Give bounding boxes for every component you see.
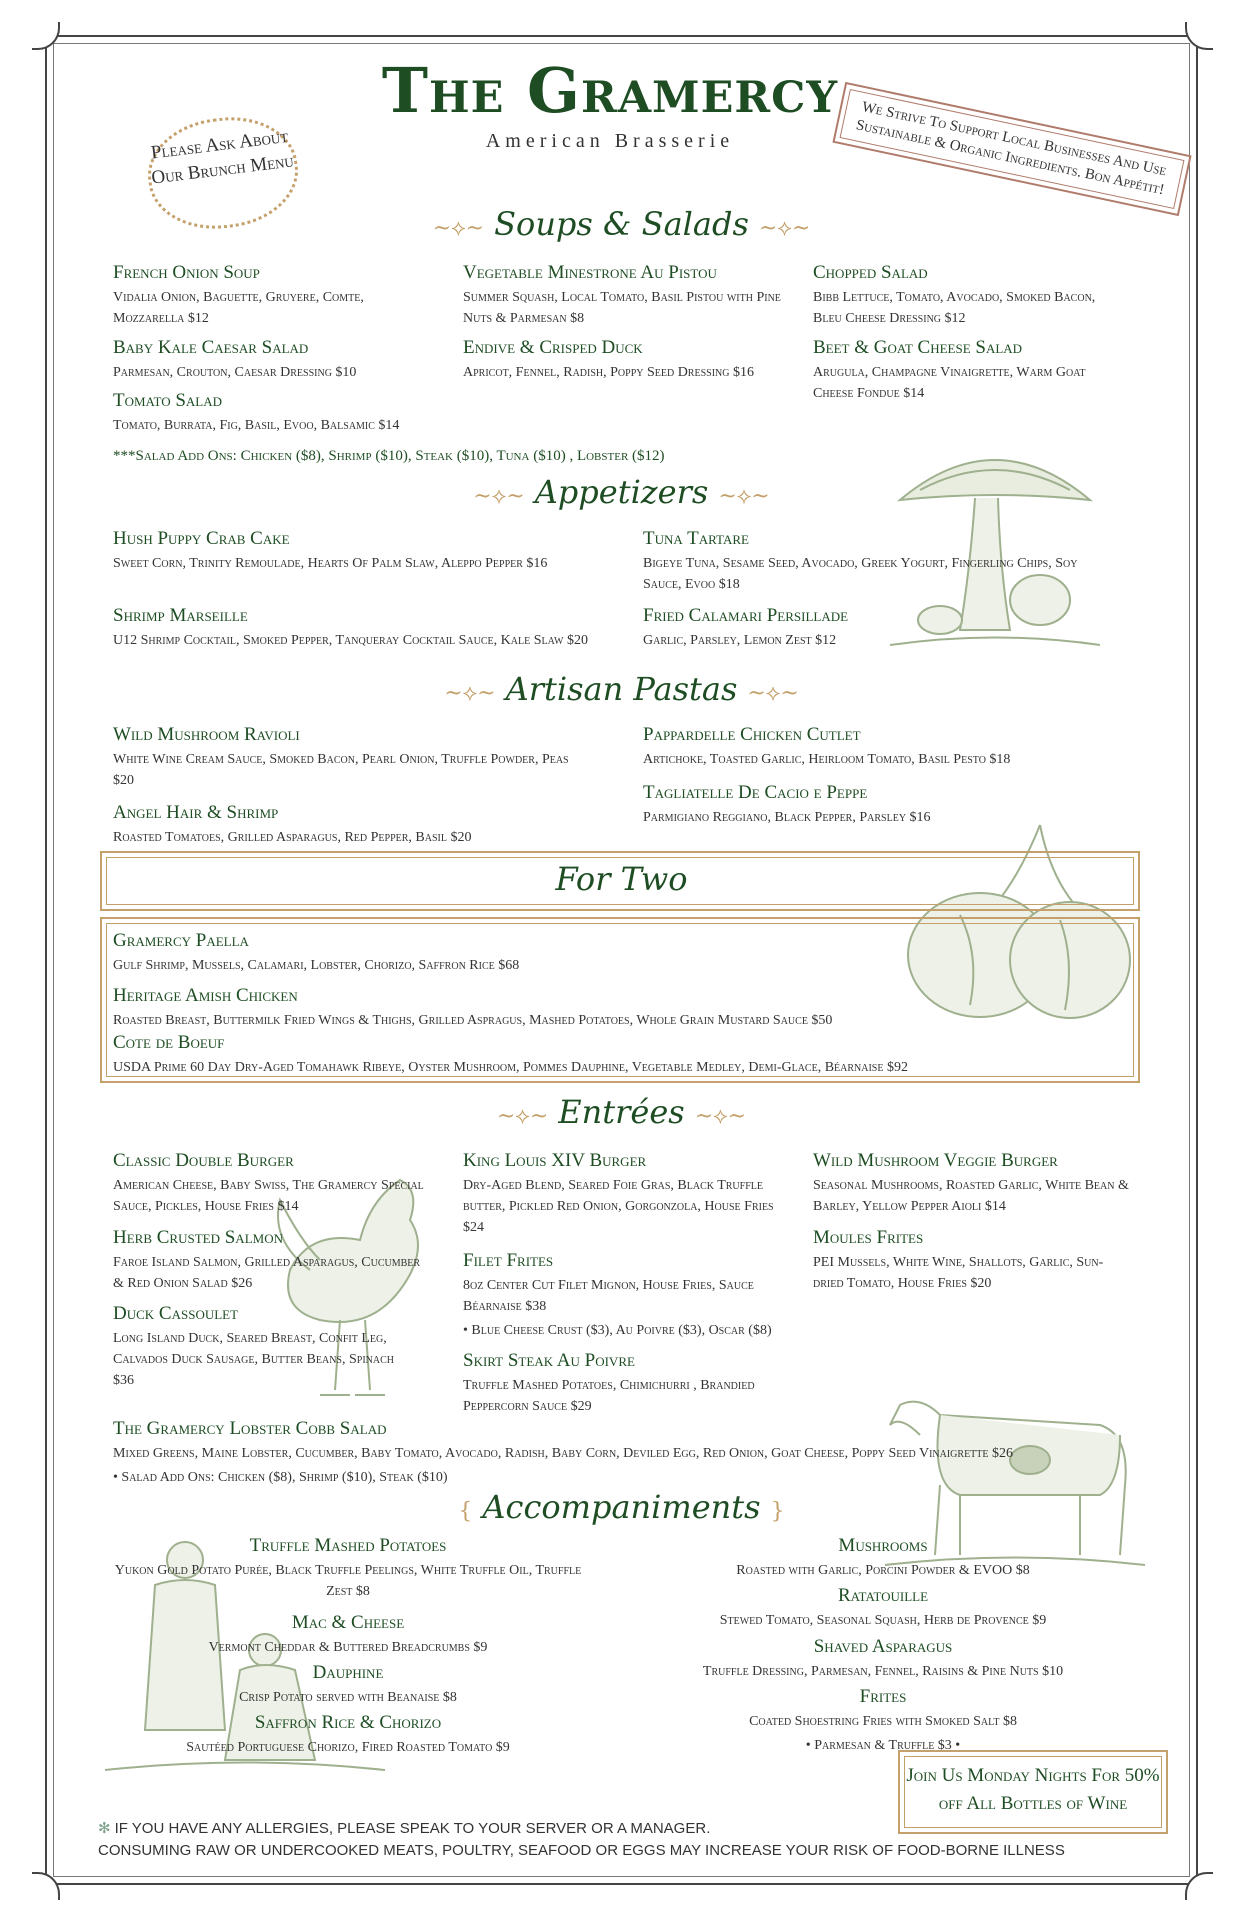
item-name: Endive & Crisped Duck [463, 337, 643, 358]
item-name: The Gramercy Lobster Cobb Salad [113, 1418, 387, 1439]
item-desc: Tomato, Burrata, Fig, Basil, Evoo, Balsamic $14 [113, 418, 400, 433]
item-addons: • Blue Cheese Crust ($3), Au Poivre ($3), Oscar ($8) [463, 1323, 772, 1338]
item-desc: Roasted Tomatoes, Grilled Asparagus, Red Pepper, Basil $20 [113, 830, 472, 845]
item-name: Hush Puppy Crab Cake [113, 528, 290, 549]
item-name: Herb Crusted Salmon [113, 1227, 283, 1248]
menu-item [643, 1585, 1123, 1631]
menu-item [643, 528, 1103, 595]
item-desc: Dry-Aged Blend, Seared Foie Gras, Black Truffle butter, Pickled Red Onion, Gorgonzola, House Fries $24 [463, 1178, 774, 1235]
menu-item [113, 1032, 1123, 1078]
section-title-appetizers [0, 473, 1243, 511]
item-desc: Roasted with Garlic, Porcini Powder & EVOO $8 [736, 1563, 1030, 1578]
item-desc: Yukon Gold Potato Purée, Black Truffle Peelings, White Truffle Oil, Truffle Zest $8 [114, 1563, 582, 1599]
menu-item [113, 1150, 433, 1217]
section-title-accompaniments [0, 1488, 1243, 1526]
flourish-icon: ~⟡~ [473, 484, 525, 509]
item-name: Fried Calamari Persillade [643, 605, 849, 626]
item-name: Truffle Mashed Potatoes [249, 1535, 447, 1556]
section-title-entrees [0, 1093, 1243, 1131]
menu-item [113, 1535, 583, 1602]
item-name: King Louis XIV Burger [463, 1150, 647, 1171]
snowflake-icon: ✻ [98, 1820, 111, 1837]
item-desc: Vidalia Onion, Baguette, Gruyere, Comte, Mozzarella $12 [113, 290, 364, 326]
item-name: Beet & Goat Cheese Salad [813, 337, 1023, 358]
menu-item [463, 1350, 783, 1417]
flourish-icon: ~⟡~ [694, 1104, 747, 1129]
item-desc: Vermont Cheddar & Buttered Breadcrumbs $9 [208, 1640, 488, 1655]
menu-item [113, 1662, 583, 1708]
brace-right-icon: } [770, 1499, 785, 1524]
item-desc: Stewed Tomato, Seasonal Squash, Herb de Provence $9 [719, 1613, 1047, 1628]
sustainability-stamp: We Strive To Support Local Businesses And Use Sustainable & Organic Ingredients. Bon Appétit! [832, 82, 1191, 216]
item-desc: Parmesan, Crouton, Caesar Dressing $10 [113, 365, 357, 380]
menu-item [813, 1150, 1143, 1217]
flourish-icon: ~⟡~ [496, 1104, 549, 1129]
item-desc: Sweet Corn, Trinity Remoulade, Hearts Of Palm Slaw, Aleppo Pepper $16 [113, 556, 548, 571]
item-name: Pappardelle Chicken Cutlet [643, 724, 861, 745]
menu-item [643, 782, 1103, 828]
menu-item [813, 1227, 1113, 1294]
menu-item [643, 724, 1103, 770]
item-desc: 8oz Center Cut Filet Mignon, House Fries, Sauce Béarnaise $38 [463, 1278, 754, 1314]
allergy-notice: IF YOU HAVE ANY ALLERGIES, PLEASE SPEAK TO YOUR SERVER OR A MANAGER. [114, 1820, 711, 1837]
item-desc: Gulf Shrimp, Mussels, Calamari, Lobster, Chorizo, Saffron Rice $68 [113, 958, 520, 973]
item-name: Wild Mushroom Veggie Burger [813, 1150, 1058, 1171]
flourish-icon: ~⟡~ [718, 484, 770, 509]
item-addons: • Parmesan & Truffle $3 • [805, 1738, 961, 1753]
item-desc: American Cheese, Baby Swiss, The Gramercy Special Sauce, Pickles, House Fries $14 [113, 1178, 424, 1214]
item-addons: • Salad Add Ons: Chicken ($8), Shrimp ($10), Steak ($10) [113, 1470, 448, 1485]
wine-promo: Join Us Monday Nights For 50% off All Bottles of Wine [898, 1750, 1168, 1834]
salad-addons-note: ***Salad Add Ons: Chicken ($8), Shrimp ($10), Steak ($10), Tuna ($10) , Lobster ($12) [113, 448, 665, 464]
item-name: Tagliatelle De Cacio e Peppe [643, 782, 868, 803]
item-name: Frites [859, 1686, 907, 1707]
item-desc: U12 Shrimp Cocktail, Smoked Pepper, Tanqueray Cocktail Sauce, Kale Slaw $20 [113, 633, 588, 648]
menu-item [463, 262, 793, 329]
menu-item [463, 1150, 783, 1238]
section-title-pastas [0, 670, 1243, 708]
menu-item [113, 724, 593, 791]
item-desc: PEI Mussels, White Wine, Shallots, Garlic, Sun-dried Tomato, House Fries $20 [813, 1255, 1104, 1291]
menu-item [113, 802, 593, 848]
item-desc: Summer Squash, Local Tomato, Basil Pistou with Pine Nuts & Parmesan $8 [463, 290, 781, 326]
item-desc: Bigeye Tuna, Sesame Seed, Avocado, Greek Yogurt, Fingerling Chips, Soy Sauce, Evoo $18 [643, 556, 1078, 592]
item-name: Heritage Amish Chicken [113, 985, 298, 1006]
menu-item [113, 262, 433, 329]
item-name: Shaved Asparagus [813, 1636, 953, 1657]
item-desc: White Wine Cream Sauce, Smoked Bacon, Pearl Onion, Truffle Powder, Peas $20 [113, 752, 569, 788]
item-name: Mushrooms [838, 1535, 928, 1556]
menu-item [643, 1686, 1123, 1756]
item-name: Duck Cassoulet [113, 1303, 239, 1324]
restaurant-name: The Gramercy [381, 54, 839, 127]
item-desc: Garlic, Parsley, Lemon Zest $12 [643, 633, 837, 648]
menu-item [113, 985, 1123, 1031]
section-title-text: Artisan Pastas [505, 670, 738, 708]
flourish-icon: ~⟡~ [444, 681, 496, 706]
item-name: Shrimp Marseille [113, 605, 248, 626]
item-name: Tuna Tartare [643, 528, 749, 549]
menu-item [113, 1303, 413, 1391]
section-title-text: Appetizers [534, 473, 709, 511]
item-name: Baby Kale Caesar Salad [113, 337, 309, 358]
item-desc: Sautéed Portuguese Chorizo, Fired Roasted Tomato $9 [186, 1740, 510, 1755]
menu-item [113, 1227, 433, 1294]
footer-notice [98, 1818, 1065, 1862]
item-desc: Faroe Island Salmon, Grilled Asparagus, Cucumber & Red Onion Salad $26 [113, 1255, 421, 1291]
item-desc: Truffle Dressing, Parmesan, Fennel, Raisins & Pine Nuts $10 [702, 1664, 1064, 1679]
menu-item [113, 1712, 583, 1758]
item-desc: Truffle Mashed Potatoes, Chimichurri , Brandied Peppercorn Sauce $29 [463, 1378, 755, 1414]
item-desc: USDA Prime 60 Day Dry-Aged Tomahawk Ribeye, Oyster Mushroom, Pommes Dauphine, Vegetable Medley, Demi-Glace, Béarnaise $92 [113, 1060, 908, 1075]
menu-item [463, 1250, 793, 1341]
menu-item [643, 605, 1043, 651]
menu-item [813, 337, 1113, 404]
brunch-note: Please Ask About Our Brunch Menu [149, 125, 295, 189]
item-desc: Crisp Potato served with Beanaise $8 [239, 1690, 457, 1705]
item-name: Angel Hair & Shrimp [113, 802, 279, 823]
item-name: Saffron Rice & Chorizo [254, 1712, 442, 1733]
item-desc: Artichoke, Toasted Garlic, Heirloom Tomato, Basil Pesto $18 [643, 752, 1011, 767]
item-name: Vegetable Minestrone Au Pistou [463, 262, 717, 283]
item-desc: Bibb Lettuce, Tomato, Avocado, Smoked Bacon, Bleu Cheese Dressing $12 [813, 290, 1096, 326]
flourish-icon: ~⟡~ [758, 216, 811, 241]
restaurant-logo [380, 54, 840, 153]
menu-item [113, 528, 583, 574]
menu-item [113, 390, 513, 436]
menu-item [113, 605, 593, 651]
flourish-icon: ~⟡~ [747, 681, 799, 706]
menu-item [113, 1612, 583, 1658]
menu-item [463, 337, 763, 383]
item-desc: Apricot, Fennel, Radish, Poppy Seed Dressing $16 [463, 365, 754, 380]
menu-item [643, 1535, 1123, 1581]
menu-item [113, 1418, 1173, 1488]
menu-item [113, 337, 443, 383]
food-safety-notice: CONSUMING RAW OR UNDERCOOKED MEATS, POULTRY, SEAFOOD OR EGGS MAY INCREASE YOUR RISK OF FOOD-BORNE ILLNESS [98, 1842, 1065, 1859]
menu-item [113, 930, 1013, 976]
item-name: Tomato Salad [113, 390, 223, 411]
item-name: French Onion Soup [113, 262, 260, 283]
item-desc: Arugula, Champagne Vinaigrette, Warm Goat Cheese Fondue $14 [813, 365, 1086, 401]
item-name: Dauphine [312, 1662, 384, 1683]
section-title-text: Entrées [558, 1093, 685, 1131]
item-desc: Roasted Breast, Buttermilk Fried Wings & Thighs, Grilled Aspragus, Mashed Potatoes, Whole Grain Mustard Sauce $50 [113, 1013, 833, 1028]
item-name: Gramercy Paella [113, 930, 249, 951]
item-desc: Parmigiano Reggiano, Black Pepper, Parsley $16 [643, 810, 931, 825]
item-name: Ratatouille [837, 1585, 929, 1606]
section-title-for-two: For Two [555, 860, 688, 898]
item-name: Skirt Steak Au Poivre [463, 1350, 635, 1371]
item-desc: Seasonal Mushrooms, Roasted Garlic, White Bean & Barley, Yellow Pepper Aioli $14 [813, 1178, 1129, 1214]
menu-item [813, 262, 1123, 329]
item-name: Mac & Cheese [291, 1612, 405, 1633]
item-name: Chopped Salad [813, 262, 928, 283]
section-title-text: Accompaniments [482, 1488, 761, 1526]
section-title-soups [0, 205, 1243, 243]
brace-left-icon: { [458, 1499, 473, 1524]
item-name: Classic Double Burger [113, 1150, 294, 1171]
flourish-icon: ~⟡~ [432, 216, 485, 241]
item-desc: Long Island Duck, Seared Breast, Confit Leg, Calvados Duck Sausage, Butter Beans, Spinach $36 [113, 1331, 394, 1388]
item-name: Wild Mushroom Ravioli [113, 724, 300, 745]
item-name: Filet Frites [463, 1250, 554, 1271]
section-title-text: Soups & Salads [494, 205, 749, 243]
item-name: Moules Frites [813, 1227, 924, 1248]
item-desc: Coated Shoestring Fries with Smoked Salt $8 [749, 1714, 1017, 1729]
item-name: Cote de Boeuf [113, 1032, 225, 1053]
restaurant-subtitle: American Brasserie [485, 130, 735, 152]
item-desc: Mixed Greens, Maine Lobster, Cucumber, Baby Tomato, Avocado, Radish, Baby Corn, Deviled Egg, Red Onion, Goat Cheese, Poppy Seed Vinaigrette $26 [113, 1446, 1014, 1461]
menu-item [643, 1636, 1123, 1682]
